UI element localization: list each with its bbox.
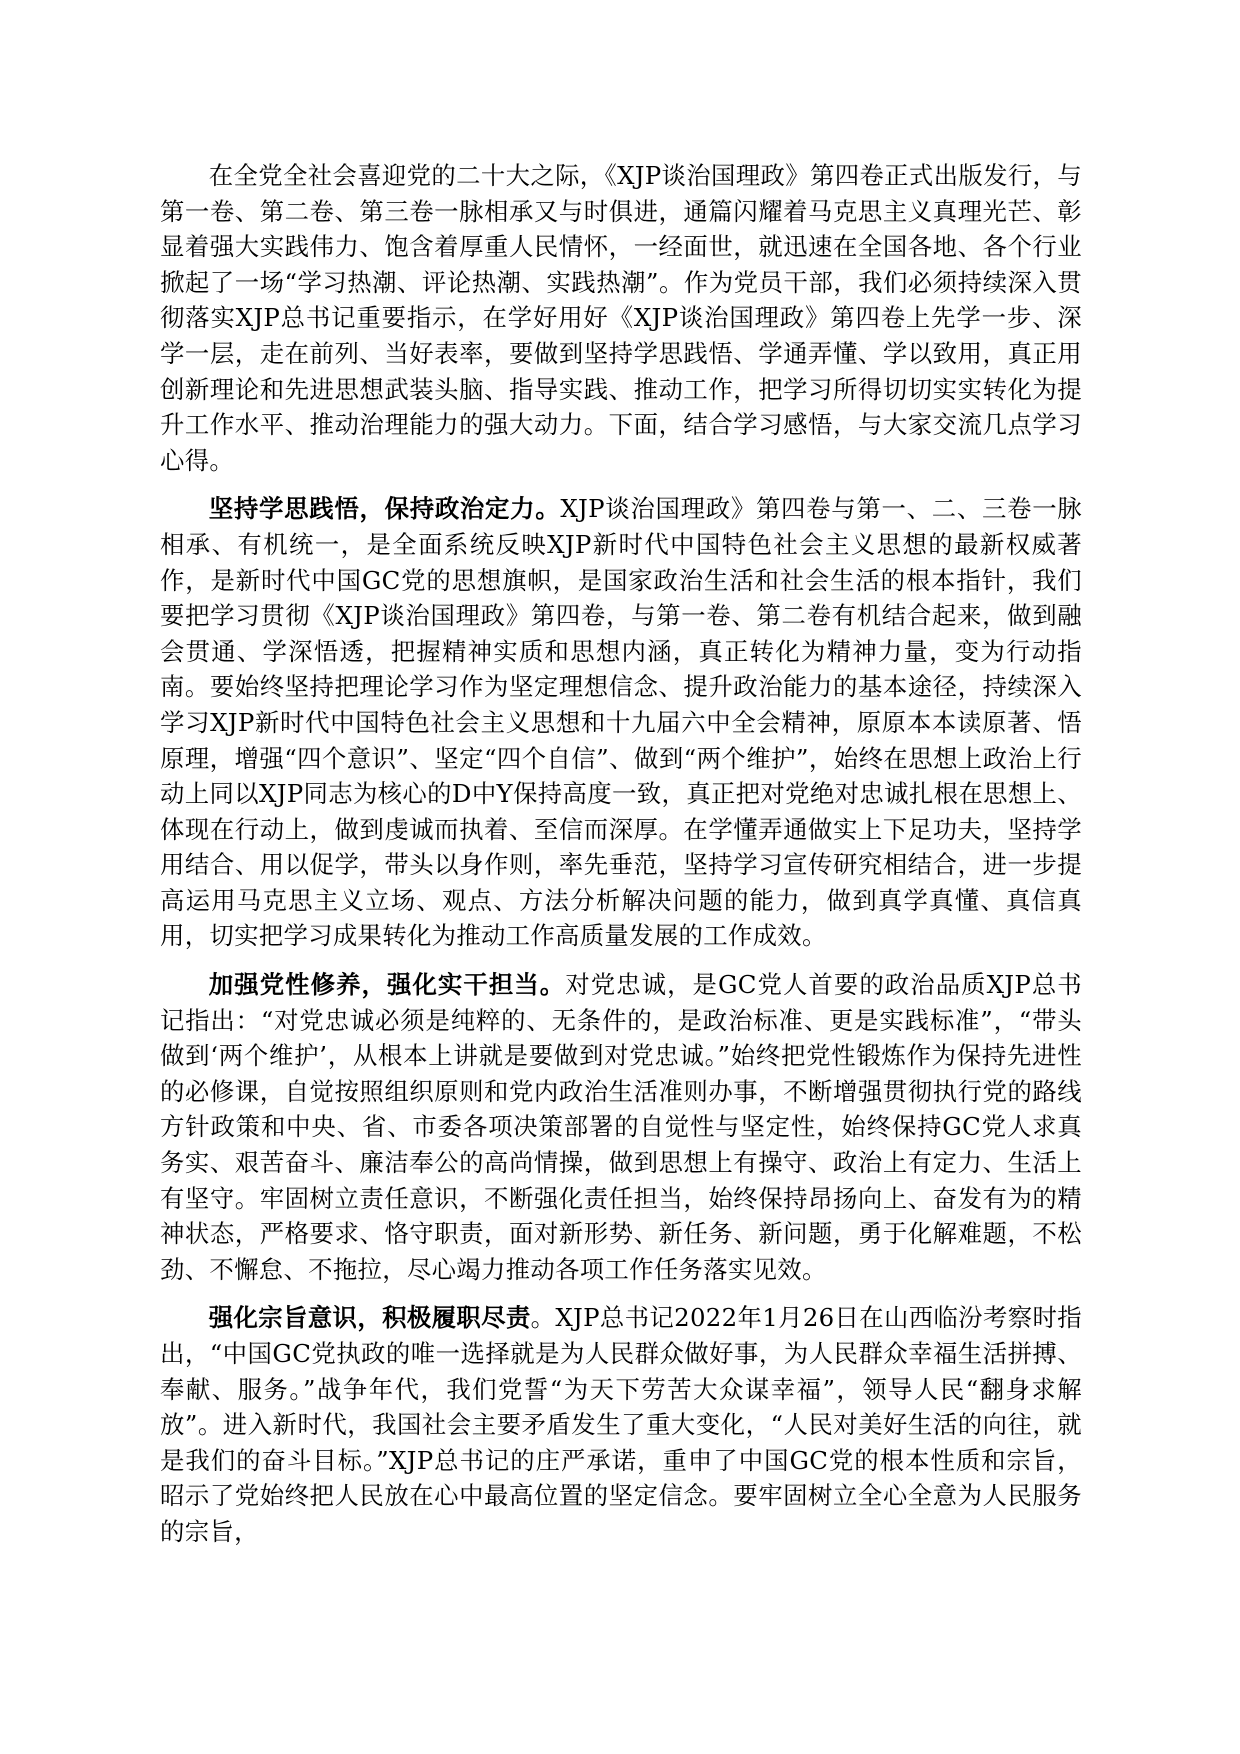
- section-paragraph-party-spirit: [160, 967, 1082, 1287]
- section-paragraph-political-resolve: [160, 491, 1082, 954]
- intro-paragraph: [160, 158, 1082, 478]
- paragraph-text: 对党忠诚，是GC党人首要的政治品质XJP总书记指出：“对党忠诚必须是纯粹的、无条件的，是政治标准、更是实践标准”，“带头做到‘两个维护’，从根本上讲就是要做到对党忠诚。”始终把党性锻炼作为保持先进性的必修课，自觉按照组织原则和党内政治生活准则办事，不断增强贯彻执行党的路线方针政策和中央、省、市委各项决策部署的自觉性与坚定性，始终保持GC党人求真务实、艰苦奋斗、廉洁奉公的高尚情操，做到思想上有操守、政治上有定力、生活上有坚守。牢固树立责任意识，不断强化责任担当，始终保持昂扬向上、奋发有为的精神状态，严格要求、恪守职责，面对新形势、新任务、新问题，勇于化解难题，不松劲、不懈怠、不拖拉，尽心竭力推动各项工作任务落实见效。: [160, 970, 1083, 1284]
- paragraph-text: 。XJP总书记2022年1月26日在山西临汾考察时指出，“中国GC党执政的唯一选择就是为人民群众做好事，为人民群众幸福生活拼搏、奉献、服务。”战争年代，我们党誓“为天下劳苦大众谋幸福”，领导人民“翻身求解放”。进入新时代，我国社会主要矛盾发生了重大变化，“人民对美好生活的向往，就是我们的奋斗目标。”XJP总书记的庄严承诺，重申了中国GC党的根本性质和宗旨，昭示了党始终把人民放在心中最高位置的坚定信念。要牢固树立全心全意为人民服务的宗旨，: [160, 1303, 1083, 1546]
- section-paragraph-purpose: [160, 1300, 1082, 1549]
- paragraph-heading: 加强党性修养，强化实干担当。: [208, 970, 566, 1000]
- paragraph-heading: 坚持学思践悟，保持政治定力。: [208, 494, 561, 524]
- paragraph-text: 在全党全社会喜迎党的二十大之际，《XJP谈治国理政》第四卷正式出版发行，与第一卷、第二卷、第三卷一脉相承又与时俱进，通篇闪耀着马克思主义真理光芒、彰显着强大实践伟力、饱含着厚重人民情怀，一经面世，就迅速在全国各地、各个行业掀起了一场“学习热潮、评论热潮、实践热潮”。作为党员干部，我们必须持续深入贯彻落实XJP总书记重要指示，在学好用好《XJP谈治国理政》第四卷上先学一步、深学一层，走在前列、当好表率，要做到坚持学思践悟、学通弄懂、学以致用，真正用创新理论和先进思想武装头脑、指导实践、推动工作，把学习所得切切实实转化为提升工作水平、推动治理能力的强大动力。下面，结合学习感悟，与大家交流几点学习心得。: [160, 161, 1082, 475]
- paragraph-text: XJP谈治国理政》第四卷与第一、二、三卷一脉相承、有机统一，是全面系统反映XJP新时代中国特色社会主义思想的最新权威著作，是新时代中国GC党的思想旗帜，是国家政治生活和社会生活的根本指针，我们要把学习贯彻《XJP谈治国理政》第四卷，与第一卷、第二卷有机结合起来，做到融会贯通、学深悟透，把握精神实质和思想内涵，真正转化为精神力量，变为行动指南。要始终坚持把理论学习作为坚定理想信念、提升政治能力的基本途径，持续深入学习XJP新时代中国特色社会主义思想和十九届六中全会精神，原原本本读原著、悟原理，增强“四个意识”、坚定“四个自信”、做到“两个维护”，始终在思想上政治上行动上同以XJP同志为核心的D中Y保持高度一致，真正把对党绝对忠诚扎根在思想上、体现在行动上，做到虔诚而执着、至信而深厚。在学懂弄通做实上下足功夫，坚持学用结合、用以促学，带头以身作则，率先垂范，坚持学习宣传研究相结合，进一步提高运用马克思主义立场、观点、方法分析解决问题的能力，做到真学真懂、真信真用，切实把学习成果转化为推动工作高质量发展的工作成效。: [160, 494, 1083, 951]
- paragraph-heading: 强化宗旨意识，积极履职尽责: [208, 1303, 531, 1333]
